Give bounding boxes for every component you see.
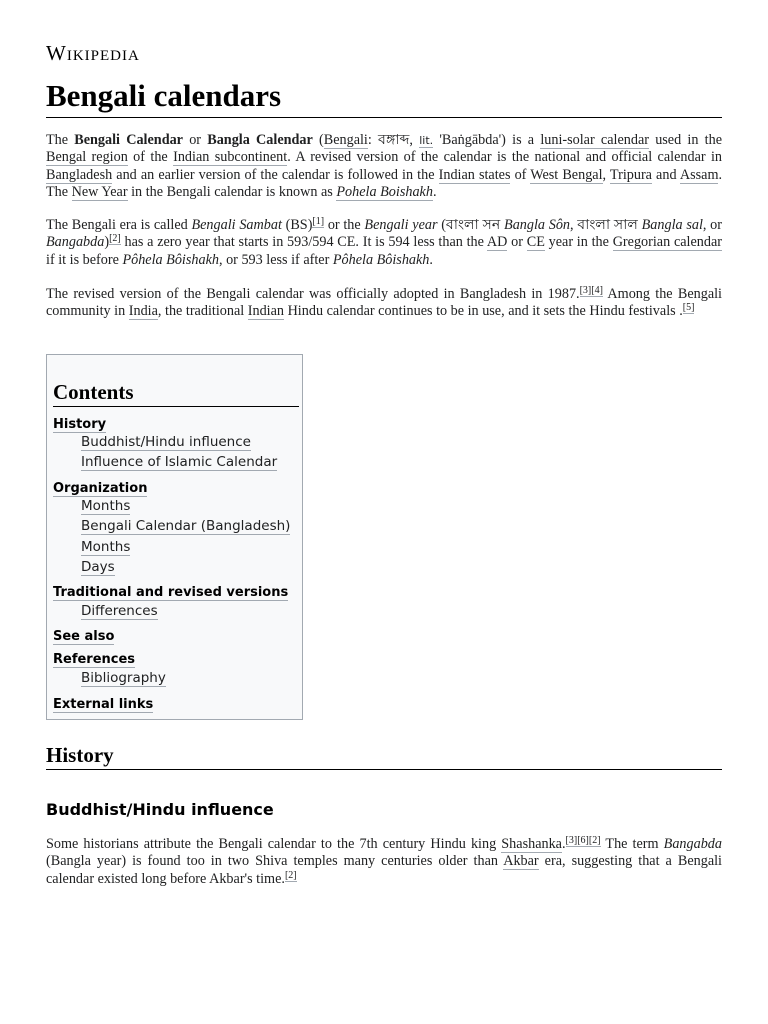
toc-item-differences[interactable]: Differences [81,603,158,619]
italic-term: Bangla Sôn [504,217,571,233]
intro-paragraph-2 [46,217,722,269]
italic-term: Bangabda [46,234,105,251]
history-paragraph [46,836,722,888]
text-run: and an earlier version of the calendar is followed in the [112,166,439,183]
bold-term: Bengali Calendar [74,132,183,148]
reference-link[interactable]: [6] [577,835,589,846]
reference-link[interactable]: [2] [109,233,121,245]
reference-link[interactable]: [2] [284,869,297,881]
section-heading-history: History [46,742,722,770]
reference-link[interactable]: [5] [682,302,695,314]
italic-term: Bengali year [364,217,438,233]
text-run: in the Bengali calendar is known as [127,183,337,200]
text-run: ) [104,234,110,251]
text-run: Some historians attribute the Bengali calendar to the 7th century Hindu king [46,836,502,852]
link-indian-states[interactable]: Indian states [438,166,511,183]
text-run: and [651,166,680,183]
toc-title: Contents [53,379,299,407]
text-run: . The [46,166,723,200]
text-run: (BS) [281,217,313,233]
text-run: . [432,183,437,200]
link-bengal-region[interactable]: Bengal region [46,149,128,166]
italic-term: Pôhela Bôishakh [332,251,430,268]
text-run: Hindu calendar continues to be in use, and it sets the Hindu festivals . [284,303,683,320]
toc-item-traditional-revised-versions[interactable]: Traditional and revised versions [53,585,289,600]
text-run: or [182,132,208,148]
text-run: has a zero year that starts in 593/594 CE. It is 594 less than the [120,234,487,251]
link-bangladesh[interactable]: Bangladesh [46,166,113,183]
text-run: of [510,166,531,183]
text-run: if it is before [46,251,123,268]
reference-link[interactable]: [3] [565,835,578,846]
text-run: 'Baṅgābda') is a [433,132,541,148]
text-run: ( [312,132,324,148]
subsection-heading-buddhist-hindu: Buddhist/Hindu influence [46,800,274,819]
table-of-contents [46,354,303,720]
text-run: or the [324,217,365,233]
link-new-year[interactable]: New Year [71,183,128,200]
text-run: (বাংলা সন [437,217,505,233]
link-west-bengal[interactable]: West Bengal [530,166,603,183]
text-run: , or 593 less if after [218,251,333,268]
text-run: : বঙ্গাব্দ, [367,132,420,148]
page-title: Bengali calendars [46,77,722,118]
text-run: used in the [648,132,722,148]
toc-item-organization[interactable]: Organization [53,481,148,496]
text-run: , the traditional [157,303,248,320]
toc-item-months-2[interactable]: Months [81,539,131,555]
italic-term: Bengali Sambat [191,217,282,233]
text-run: , বাংলা সাল [570,217,642,233]
text-run: The revised version of the Bengali calendar was officially adopted in Bangladesh in 1987. [46,286,580,302]
toc-item-bibliography[interactable]: Bibliography [81,670,166,686]
toc-item-see-also[interactable]: See also [53,629,115,644]
link-assam[interactable]: Assam [679,166,719,183]
toc-item-influence-islamic-calendar[interactable]: Influence of Islamic Calendar [81,454,278,470]
link-luni-solar[interactable]: luni-solar calendar [540,132,649,148]
link-pohela-boishakh[interactable]: Pohela Boishakh [336,183,433,200]
link-ce[interactable]: CE [526,234,545,251]
text-run: or [507,234,527,251]
text-run: . A revised version of the calendar is the national and official calendar in [287,149,723,166]
toc-item-buddhist-hindu-influence[interactable]: Buddhist/Hindu influence [81,434,251,450]
link-bengali[interactable]: Bengali [323,132,368,148]
text-run: . [429,251,433,268]
toc-item-history[interactable]: History [53,417,107,432]
text-run: . [561,836,566,852]
text-run: , [602,166,610,183]
reference-link[interactable]: [2] [588,835,601,846]
text-run: The [46,132,75,148]
text-run: The Bengali era is called [46,217,192,233]
toc-item-months[interactable]: Months [81,498,131,514]
italic-term: Bangabda [663,836,722,852]
toc-item-references[interactable]: References [53,652,136,667]
bold-term: Bangla Calendar [207,132,313,148]
link-gregorian-calendar[interactable]: Gregorian calendar [612,234,722,251]
link-shashanka[interactable]: Shashanka [501,836,562,852]
wikipedia-logo[interactable]: Wikipedia [46,41,140,65]
link-india[interactable]: India [128,303,158,320]
text-run: , or [702,217,722,233]
intro-paragraph-3 [46,286,722,321]
intro-paragraph-1 [46,132,722,201]
text-run: (Bangla year) is found too in two Shiva temples many centuries older than [46,853,504,870]
link-indian-subcontinent[interactable]: Indian subcontinent [173,149,288,166]
link-akbar[interactable]: Akbar [503,853,539,870]
reference-link[interactable]: [4] [591,285,603,296]
link-indian[interactable]: Indian [247,303,285,320]
text-run: Among the Bengali community in [46,286,723,320]
text-run: of the [127,149,174,166]
reference-link[interactable]: [1] [312,216,325,227]
link-lit[interactable]: lit. [419,134,434,147]
text-run: The term [600,836,664,852]
link-tripura[interactable]: Tripura [609,166,652,183]
reference-link[interactable]: [3] [579,285,592,296]
italic-term: Pôhela Bôishakh [122,251,219,268]
italic-term: Bangla sal [641,217,703,233]
toc-item-external-links[interactable]: External links [53,697,154,712]
text-run: year in the [544,234,613,251]
link-ad[interactable]: AD [486,234,508,251]
text-run: era, suggesting that a Bengali calendar existed long before Akbar's time. [46,853,722,887]
toc-item-days[interactable]: Days [81,559,115,575]
toc-item-bengali-calendar-bangladesh[interactable]: Bengali Calendar (Bangladesh) [81,518,291,534]
